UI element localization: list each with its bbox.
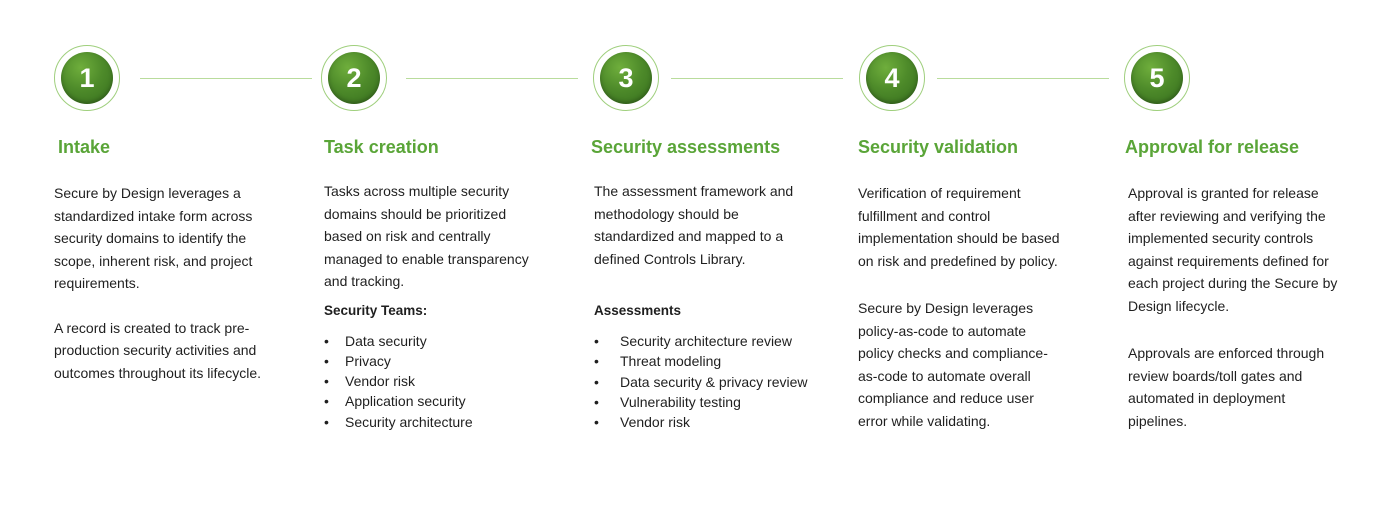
connector-line-1-2 — [140, 78, 312, 79]
step-2-badge — [321, 45, 387, 111]
list-item: • Data security — [324, 332, 427, 349]
step-4-column — [858, 136, 1098, 432]
step-1-column — [54, 136, 294, 384]
step-5-number: 5 — [1131, 52, 1183, 104]
list-item: • Privacy — [324, 352, 391, 369]
step-3-number: 3 — [600, 52, 652, 104]
step-4-title: Security validation — [858, 137, 1019, 157]
step-2-list-heading: Security Teams: — [324, 302, 428, 318]
step-1-paragraph-1: Secure by Design leverages a standardized intake form across security domains to identify the scope, inherent risk, and project requirements. — [54, 185, 253, 291]
step-3-title: Security assessments — [591, 137, 781, 157]
step-5-paragraph-2: Approvals are enforced through review boards/toll gates and automated in deployment pipelines. — [1128, 345, 1325, 429]
step-1-badge — [54, 45, 120, 111]
step-5-badge — [1124, 45, 1190, 111]
step-1-paragraph-2: A record is created to track pre-production security activities and outcomes throughout its lifecycle. — [54, 319, 261, 381]
step-5-title: Approval for release — [1125, 137, 1300, 157]
step-2-paragraph-1: Tasks across multiple security domains should be prioritized based on risk and centrally managed to enable transparency and tracking. — [324, 183, 529, 289]
list-item: • Data security & privacy review — [594, 373, 808, 390]
step-2-list — [324, 331, 564, 432]
list-item: • Vulnerability testing — [594, 393, 741, 410]
step-3-list — [594, 331, 841, 432]
step-3-list-heading: Assessments — [594, 303, 682, 318]
step-5-paragraph-1: Approval is granted for release after reviewing and verifying the implemented security controls against requirements defined for each project during the Secure by Design lifecycle. — [1128, 185, 1338, 314]
connector-line-4-5 — [937, 78, 1109, 79]
step-1-number: 1 — [61, 52, 113, 104]
step-3-badge — [593, 45, 659, 111]
step-4-number: 4 — [866, 52, 918, 104]
connector-line-2-3 — [406, 78, 578, 79]
step-4-badge — [859, 45, 925, 111]
list-item: • Threat modeling — [594, 353, 722, 370]
step-2-title: Task creation — [324, 137, 439, 157]
step-4-paragraph-2: Secure by Design leverages policy-as-code to automate policy checks and compliance-as-code to automate overall compliance and reduce user error while validating. — [858, 300, 1048, 429]
list-item: • Security architecture — [324, 413, 473, 430]
step-5-column — [1125, 136, 1365, 432]
connector-line-3-4 — [671, 78, 843, 79]
step-2-column — [324, 136, 564, 432]
step-2-number: 2 — [328, 52, 380, 104]
step-1-title: Intake — [58, 137, 111, 157]
step-3-paragraph-1: The assessment framework and methodology should be standardized and mapped to a defined Controls Library. — [594, 183, 794, 267]
list-item: • Security architecture review — [594, 333, 792, 349]
list-item: • Application security — [324, 393, 466, 410]
step-4-paragraph-1: Verification of requirement fulfillment and control implementation should be based on risk and predefined by policy. — [858, 185, 1060, 269]
step-3-column — [591, 136, 841, 432]
list-item: • Vendor risk — [594, 414, 691, 431]
list-item: • Vendor risk — [324, 373, 416, 390]
